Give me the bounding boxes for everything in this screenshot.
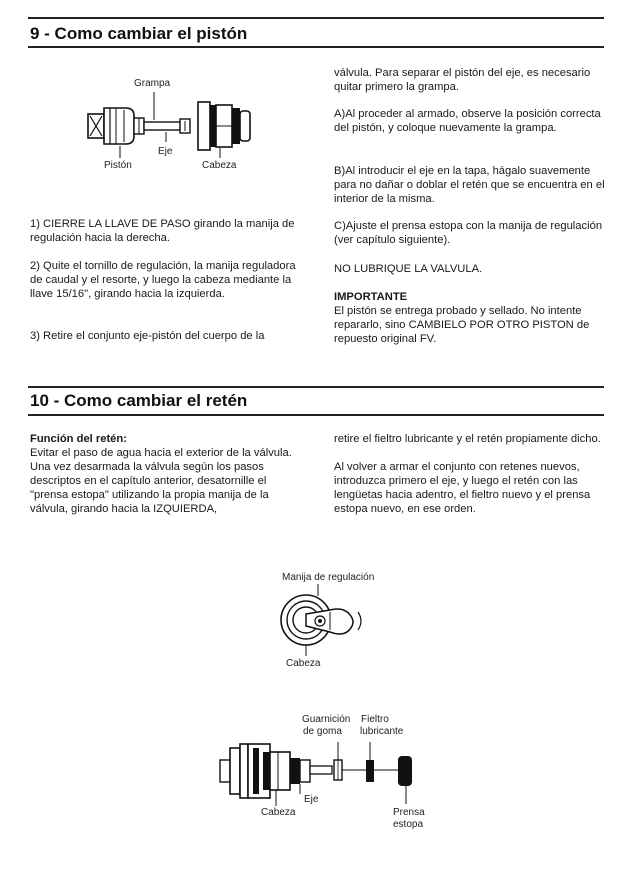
rearm-paragraph: Al volver a armar el conjunto con retenes nuevos, introduzca primero el eje, y luego el retén con las lengüetas hacia adentro, el fieltro nuevo y el prensa estopa nuevo, en ese orden. (334, 461, 591, 515)
label-cabeza-exploded: Cabeza (261, 807, 296, 818)
label-piston: Pistón (104, 160, 132, 171)
note-a-paragraph: A)Al proceder al armado, observe la posición correcta del pistón, y coloque nuevamente la grampa. (334, 108, 601, 134)
retire-paragraph: retire el fieltro lubricante y el retén propiamente dicho. (334, 433, 601, 445)
exploded-diagram (220, 738, 420, 808)
label-prensa-line2: estopa (393, 819, 424, 830)
step-2-paragraph: 2) Quite el tornillo de regulación, la manija reguladora de caudal y el resorte, y luego la cabeza mediante la llave 15/16", girando hacia la izquierda. (30, 260, 296, 300)
important-title-text: IMPORTANTE (334, 291, 408, 303)
section-10-bottom-rule (28, 414, 604, 416)
label-cabeza-top: Cabeza (286, 658, 321, 669)
important-text: El pistón se entrega probado y sellado. No intente repararlo, sino CAMBIELO POR OTRO PISTON de repuesto original FV. (334, 305, 590, 345)
prensa-estopa (398, 756, 412, 786)
no-lubrique-paragraph: NO LUBRIQUE LA VALVULA. (334, 263, 483, 275)
label-grampa: Grampa (134, 78, 171, 89)
note-b-paragraph: B)Al introducir el eje en la tapa, hágalo suavemente para no dañar o doblar el retén que se encuentra en el interior de la misma. (334, 165, 605, 205)
label-guarnicion-line1: Guarnición (302, 714, 351, 725)
label-prensa-line1: Prensa (393, 807, 425, 818)
piston-body (104, 108, 134, 144)
section-10-title: 10 - Como cambiar el retén (30, 391, 248, 410)
step-3-paragraph: 3) Retire el conjunto eje-pistón del cuerpo de la (30, 330, 265, 342)
eje-shaft-exploded (310, 766, 332, 774)
section-9-bottom-rule (28, 46, 604, 48)
label-cabeza: Cabeza (202, 160, 237, 171)
fieltro-lubricante (366, 760, 374, 782)
manija-diagram (270, 584, 380, 658)
section-9-title: 9 - Como cambiar el pistón (30, 24, 248, 43)
eje-shaft (144, 122, 180, 130)
label-guarnicion-line2: de goma (303, 726, 342, 737)
section-9-top-rule (28, 17, 604, 19)
function-paragraph: Evitar el paso de agua hacia el exterior de la válvula. Una vez desarmada la válvula según los pasos descriptos en el capítulo anterior, desatornille el "prensa estopa" utilizando la propia manija de la válvula, girando hacia la IZQUIERDA, (30, 447, 292, 515)
cabeza-body (220, 760, 230, 782)
label-fieltro-line1: Fieltro (361, 714, 389, 725)
section-10-top-rule (28, 386, 604, 388)
cabeza-nut (198, 102, 210, 150)
label-manija-regulacion: Manija de regulación (282, 572, 375, 583)
function-title-text: Función del retén: (30, 433, 127, 445)
label-eje: Eje (158, 146, 173, 157)
function-title (30, 432, 302, 446)
important-title (334, 290, 606, 304)
label-fieltro-line2: lubricante (360, 726, 404, 737)
label-eje-exploded: Eje (304, 794, 319, 805)
step-1-paragraph: 1) CIERRE LA LLAVE DE PASO girando la manija de regulación hacia la derecha. (30, 218, 295, 244)
right-paragraph-continuation: válvula. Para separar el pistón del eje, es necesario quitar primero la grampa. (334, 67, 591, 93)
note-c-paragraph: C)Ajuste el prensa estopa con la manija de regulación (ver capítulo siguiente). (334, 220, 603, 246)
